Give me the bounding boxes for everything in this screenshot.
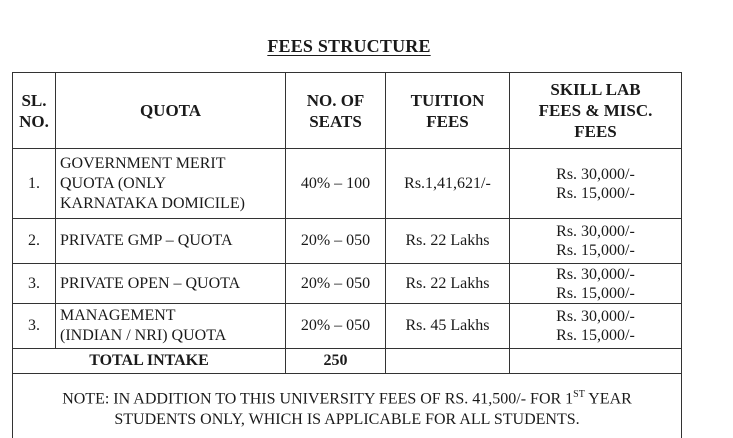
row-quota-line: GOVERNMENT MERIT bbox=[60, 154, 226, 172]
note-superscript: ST bbox=[573, 389, 585, 400]
row-seats: 20% – 050 bbox=[286, 304, 386, 349]
header-skill-lab bbox=[510, 73, 682, 149]
row-quota-line: MANAGEMENT bbox=[60, 307, 176, 324]
note-line-1 bbox=[13, 384, 681, 409]
header-tuition bbox=[386, 73, 510, 149]
table-header-row bbox=[13, 73, 682, 149]
row-skill-fees bbox=[510, 219, 682, 264]
table-row bbox=[13, 264, 682, 304]
row-sl-no: 3. bbox=[13, 264, 56, 304]
header-seats-line: NO. OF bbox=[306, 90, 365, 110]
row-quota bbox=[56, 219, 286, 264]
note-text: NOTE: IN ADDITION TO THIS UNIVERSITY FEES OF RS. 41,500/- FOR 1 bbox=[62, 390, 574, 408]
row-quota-line: PRIVATE OPEN – QUOTA bbox=[60, 274, 241, 292]
table-row bbox=[13, 219, 682, 264]
header-seats-line: SEATS bbox=[309, 111, 362, 131]
header-sl-no-line: NO. bbox=[19, 111, 49, 131]
row-quota bbox=[56, 264, 286, 304]
header-sl-no-line: SL. bbox=[21, 90, 47, 110]
row-quota-line: KARNATAKA DOMICILE) bbox=[60, 194, 245, 212]
row-skill-fee-line: Rs. 15,000/- bbox=[556, 284, 635, 302]
row-sl-no: 3. bbox=[13, 304, 56, 349]
row-quota-line: PRIVATE GMP – QUOTA bbox=[60, 232, 233, 249]
row-tuition: Rs. 45 Lakhs bbox=[386, 304, 510, 349]
total-intake-value: 250 bbox=[286, 349, 386, 374]
header-skill-lab-line: SKILL LAB bbox=[550, 80, 641, 99]
row-tuition: Rs. 22 Lakhs bbox=[386, 219, 510, 264]
header-tuition-line: FEES bbox=[426, 111, 469, 131]
row-quota bbox=[56, 149, 286, 219]
header-skill-lab-line: FEES & MISC. bbox=[538, 101, 653, 120]
row-skill-fee-line: Rs. 30,000/- bbox=[556, 308, 635, 325]
fees-table bbox=[12, 72, 682, 374]
note-box bbox=[12, 370, 682, 438]
row-quota bbox=[56, 304, 286, 349]
row-seats: 20% – 050 bbox=[286, 264, 386, 304]
row-quota-line: QUOTA (ONLY bbox=[60, 174, 166, 192]
row-seats: 40% – 100 bbox=[286, 149, 386, 219]
row-skill-fee-line: Rs. 30,000/- bbox=[556, 165, 635, 183]
header-sl-no bbox=[13, 73, 56, 149]
row-quota-line: (INDIAN / NRI) QUOTA bbox=[60, 327, 227, 344]
row-sl-no: 1. bbox=[13, 149, 56, 219]
row-skill-fee-line: Rs. 30,000/- bbox=[556, 223, 635, 240]
header-quota: QUOTA bbox=[56, 73, 286, 149]
note-text: YEAR bbox=[584, 390, 632, 408]
row-skill-fee-line: Rs. 15,000/- bbox=[556, 242, 635, 259]
total-intake-label: TOTAL INTAKE bbox=[13, 349, 286, 374]
row-seats: 20% – 050 bbox=[286, 219, 386, 264]
row-skill-fee-line: Rs. 30,000/- bbox=[556, 265, 635, 283]
note-line-2: STUDENTS ONLY, WHICH IS APPLICABLE FOR ALL STUDENTS. bbox=[114, 411, 580, 429]
page-title: FEES STRUCTURE bbox=[267, 36, 431, 56]
row-skill-fees bbox=[510, 304, 682, 349]
table-row bbox=[13, 149, 682, 219]
header-skill-lab-line: FEES bbox=[574, 122, 617, 141]
header-seats bbox=[286, 73, 386, 149]
table-row bbox=[13, 304, 682, 349]
row-skill-fees bbox=[510, 149, 682, 219]
header-tuition-line: TUITION bbox=[410, 90, 485, 110]
row-skill-fee-line: Rs. 15,000/- bbox=[556, 184, 635, 202]
row-tuition: Rs. 22 Lakhs bbox=[386, 264, 510, 304]
row-skill-fee-line: Rs. 15,000/- bbox=[556, 327, 635, 344]
row-tuition: Rs.1,41,621/- bbox=[386, 149, 510, 219]
row-sl-no: 2. bbox=[13, 219, 56, 264]
row-skill-fees bbox=[510, 264, 682, 304]
